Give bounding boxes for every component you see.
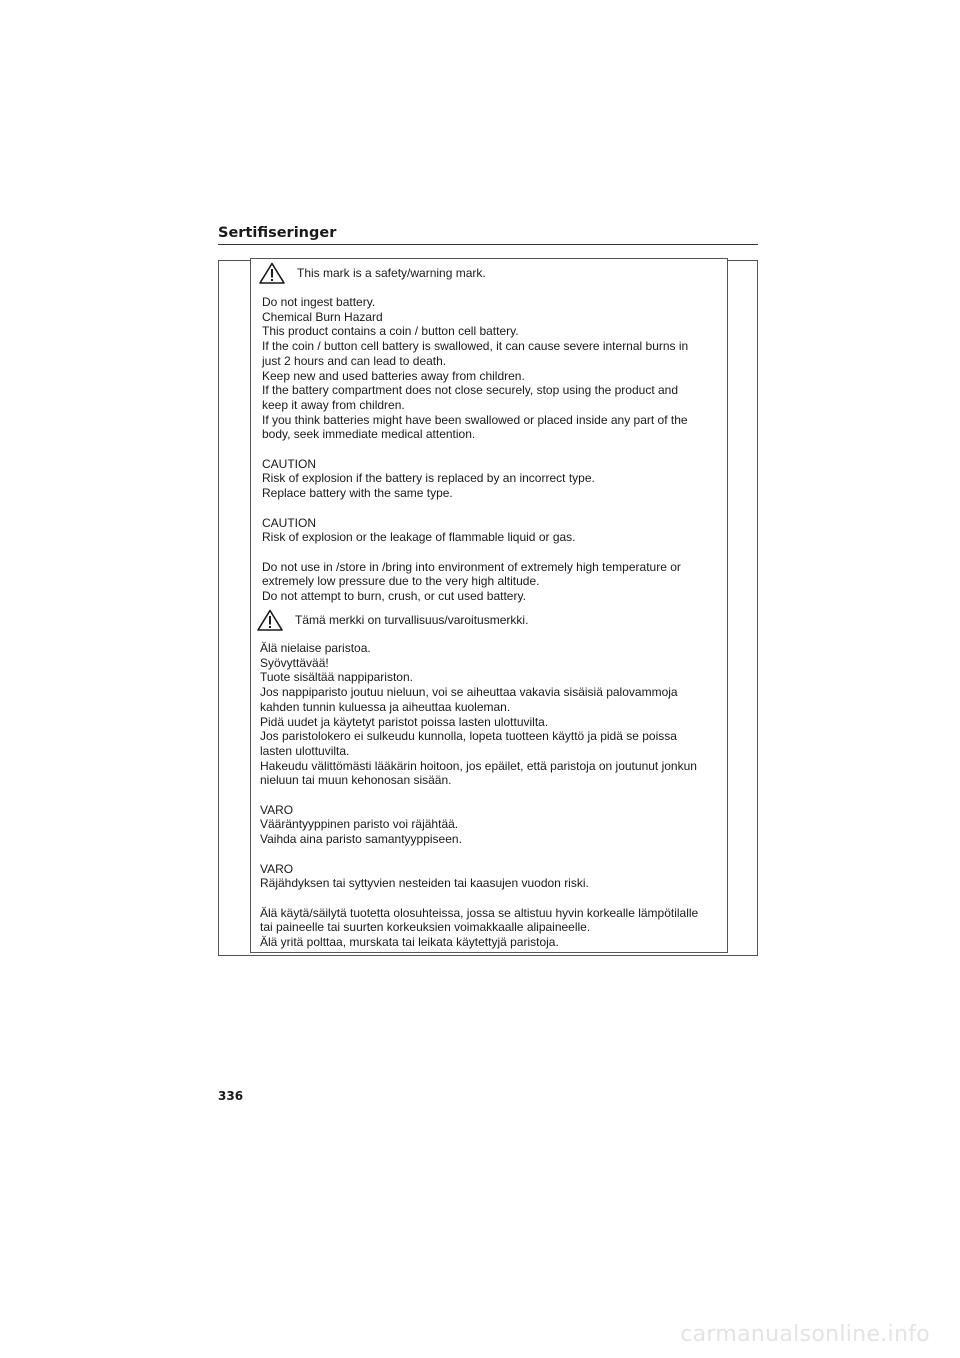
warning-triangle-icon bbox=[259, 262, 285, 284]
english-warning-label: This mark is a safety/warning mark. bbox=[297, 265, 486, 280]
finnish-warning-header bbox=[257, 609, 528, 631]
english-warning-text: Do not ingest battery. Chemical Burn Hazard This product contains a coin / button cell battery. If the coin / button cell battery is swallowed, it can cause severe internal burns in just 2 hours and can lead to death. Keep new and used batteries away from children. If the battery compartment does not close securely, stop using the product and keep it away from children. If you think batteries might have been swallowed or placed inside any part of the body, seek immediate medical attention. CAUTION Risk of explosion if the battery is replaced by an incorrect type. Replace battery with the same type. CAUTION Risk of explosion or the leakage of flammable liquid or gas. Do not use in /store in /bring into environment of extremely high temperature or extremely low pressure due to the very high altitude. Do not attempt to burn, crush, or cut used battery. bbox=[262, 295, 689, 604]
page-number: 336 bbox=[218, 1089, 244, 1103]
finnish-warning-label: Tämä merkki on turvallisuus/varoitusmerkki. bbox=[295, 612, 529, 627]
warning-triangle-icon bbox=[257, 609, 283, 631]
finnish-warning-text: Älä nielaise paristoa. Syövyttävää! Tuote sisältää nappipariston. Jos nappiparisto joutuu nieluun, voi se aiheuttaa vakavia sisäisiä palovammoja kahden tunnin kuluessa ja aiheuttaa kuoleman. Pidä uudet ja käytetyt paristot poissa lasten ulottuvilta. Jos paristolokero ei sulkeudu kunnolla, lopeta tuotteen käyttö ja pidä se poissa lasten ulottuvilta. Hakeudu välittömästi lääkärin hoitoon, jos epäilet, että paristoja on joutunut jonkun nieluun tai muun kehonosan sisään. VARO Vääräntyyppinen paristo voi räjähtää. Vaihda aina paristo samantyyppiseen. VARO Räjähdyksen tai syttyvien nesteiden tai kaasujen vuodon riski. Älä käytä/säilytä tuotetta olosuhteissa, jossa se altistuu hyvin korkealle lämpötilalle tai paineelle tai suurten korkeuksien voimakkaalle alipaineelle. Älä yritä polttaa, murskata tai leikata käytettyjä paristoja. bbox=[260, 641, 699, 950]
watermark: carmanualsonline.info bbox=[680, 1322, 930, 1347]
finnish-warning-panel bbox=[250, 605, 728, 953]
title-divider bbox=[218, 244, 758, 245]
english-warning-panel bbox=[250, 258, 728, 606]
section-title: Sertifiseringer bbox=[218, 225, 337, 241]
english-warning-header bbox=[259, 262, 486, 284]
